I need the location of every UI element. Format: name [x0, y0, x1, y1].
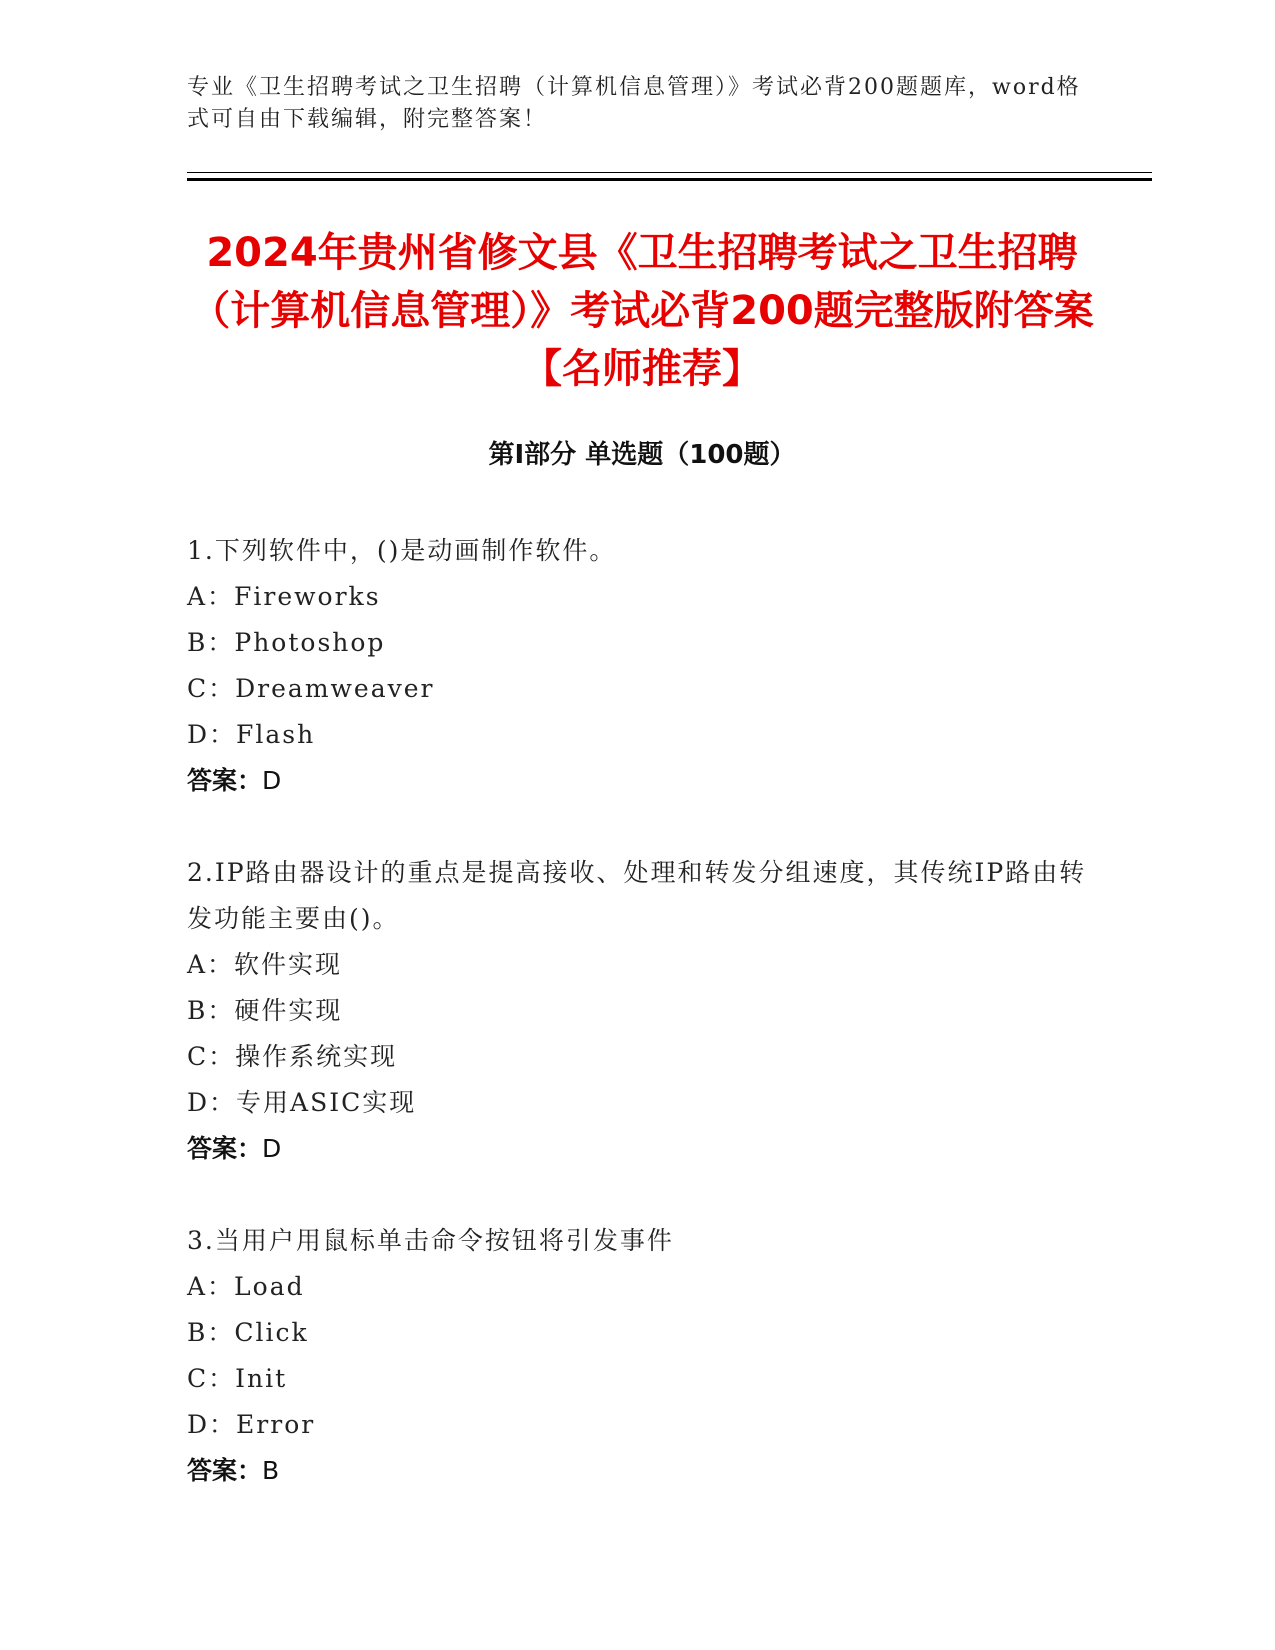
option-a: A：Load	[187, 1272, 305, 1301]
header-note: 专业《卫生招聘考试之卫生招聘（计算机信息管理）》考试必背200题题库，word格式可自由下载编辑，附完整答案！	[187, 75, 1081, 132]
answer-value: B	[262, 1456, 280, 1485]
answer-label: 答案：	[187, 1134, 263, 1163]
question-stem: 1.下列软件中，()是动画制作软件。	[187, 536, 617, 565]
option-b: B：硬件实现	[187, 996, 343, 1025]
answer-label: 答案：	[187, 1456, 263, 1485]
section-title: 第Ⅰ部分 单选题（100题）	[488, 440, 796, 470]
option-c: C：Dreamweaver	[187, 674, 435, 703]
question-1	[187, 528, 1087, 804]
option-b: B：Photoshop	[187, 628, 386, 657]
document-title: 2024年贵州省修文县《卫生招聘考试之卫生招聘（计算机信息管理）》考试必背200题完整版附答案【名师推荐】	[190, 230, 1094, 392]
answer-value: D	[262, 766, 282, 795]
option-c: C：操作系统实现	[187, 1042, 398, 1071]
option-c: C：Init	[187, 1364, 288, 1393]
answer-line	[187, 758, 1087, 804]
question-list	[187, 528, 1087, 1540]
question-stem: 3.当用户用鼠标单击命令按钮将引发事件	[187, 1226, 674, 1255]
option-d: D：Flash	[187, 720, 316, 749]
header-rule-thin	[187, 172, 1152, 173]
option-b: B：Click	[187, 1318, 309, 1347]
option-d: D：专用ASIC实现	[187, 1088, 417, 1117]
answer-value: D	[262, 1134, 282, 1163]
option-a: A：Fireworks	[187, 582, 381, 611]
answer-line	[187, 1126, 1087, 1172]
header-rule-thick	[187, 178, 1152, 181]
answer-label: 答案：	[187, 766, 263, 795]
question-stem: 2.IP路由器设计的重点是提高接收、处理和转发分组速度，其传统IP路由转发功能主要由()。	[187, 858, 1087, 933]
question-3	[187, 1218, 1087, 1494]
question-2	[187, 850, 1087, 1172]
answer-line	[187, 1448, 1087, 1494]
option-d: D：Error	[187, 1410, 316, 1439]
option-a: A：软件实现	[187, 950, 343, 979]
